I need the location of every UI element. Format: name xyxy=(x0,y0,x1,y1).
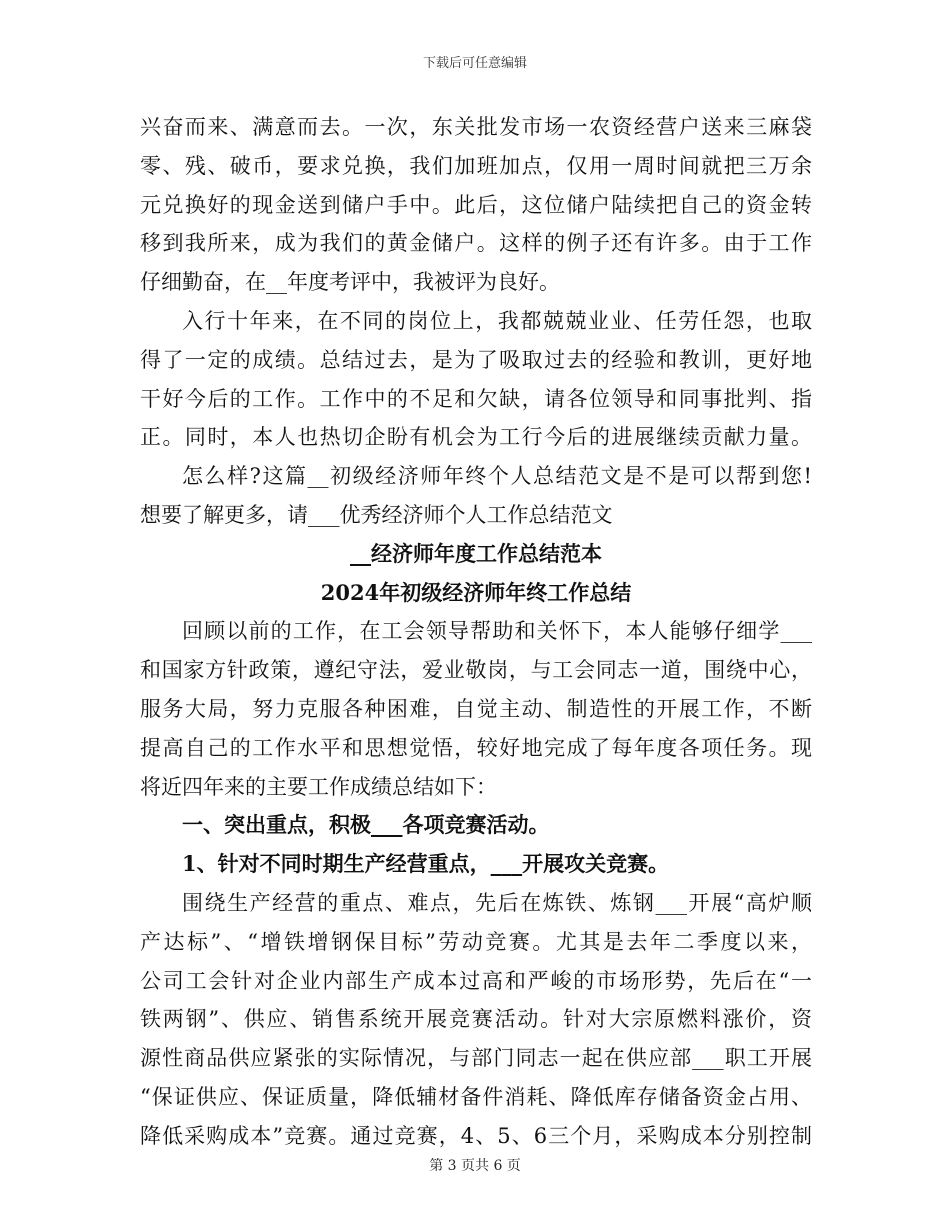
document-title: 2024年初级经济师年终工作总结 xyxy=(320,579,632,605)
document-body xyxy=(140,108,812,1156)
heading-level-2: 1、针对不同时期生产经营重点，___开展攻关竞赛。 xyxy=(182,851,670,877)
paragraph-first-line: 怎么样?这篇__初级经济师年终个人总结范文是不是可以帮到您! xyxy=(182,464,812,489)
page-number: 第 3 页共 6 页 xyxy=(429,1158,521,1174)
text-line: 降低采购成本”竞赛。通过竞赛，4、5、6三个月，采购成本分别控制 xyxy=(140,1123,812,1148)
heading-level-1: 一、突出重点，积极___各项竞赛活动。 xyxy=(182,812,550,838)
paragraph-first-line: 入行十年来，在不同的岗位上，我都兢兢业业、任劳任怨，也取 xyxy=(182,308,812,333)
text-line: 公司工会针对企业内部生产成本过高和严峻的市场形势，先后在“一 xyxy=(140,968,812,993)
text-line: 服务大局，努力克服各种困难，自觉主动、制造性的开展工作，不断 xyxy=(140,696,812,721)
section-title: __经济师年度工作总结范本 xyxy=(350,540,602,566)
text-line: 想要了解更多，请___优秀经济师个人工作总结范文 xyxy=(140,502,613,527)
text-line: 元兑换好的现金送到储户手中。此后，这位储户陆续把自己的资金转 xyxy=(140,192,812,217)
text-line: 得了一定的成绩。总结过去，是为了吸取过去的经验和教训，更好地 xyxy=(140,347,812,372)
text-line: 移到我所来，成为我们的黄金储户。这样的例子还有许多。由于工作 xyxy=(140,231,812,256)
text-line: 正。同时，本人也热切企盼有机会为工行今后的进展继续贡献力量。 xyxy=(140,425,812,450)
paragraph-first-line: 围绕生产经营的重点、难点，先后在炼铁、炼钢___开展“高炉顺 xyxy=(182,890,812,915)
text-line: 源性商品供应紧张的实际情况，与部门同志一起在供应部___职工开展 xyxy=(140,1046,812,1071)
text-line: 零、残、破币，要求兑换，我们加班加点，仅用一周时间就把三万余 xyxy=(140,153,812,178)
page-header: 下载后可任意编辑 xyxy=(422,56,527,71)
paragraph-first-line: 回顾以前的工作，在工会领导帮助和关怀下，本人能够仔细学___ xyxy=(182,619,812,644)
text-line: 将近四年来的主要工作成绩总结如下： xyxy=(140,774,497,799)
text-line: 铁两钢”、供应、销售系统开展竞赛活动。针对大宗原燃料涨价，资 xyxy=(140,1007,812,1032)
text-line: 提高自己的工作水平和思想觉悟，较好地完成了每年度各项任务。现 xyxy=(140,735,812,760)
text-line: 仔细勤奋，在__年度考评中，我被评为良好。 xyxy=(140,270,560,295)
text-line: 兴奋而来、满意而去。一次，东关批发市场一农资经营户送来三麻袋 xyxy=(140,115,812,139)
text-line: 产达标”、“增铁增钢保目标”劳动竞赛。尤其是去年二季度以来， xyxy=(140,929,812,954)
text-line: “保证供应、保证质量，降低辅材备件消耗、降低库存储备资金占用、 xyxy=(140,1084,812,1109)
text-line: 干好今后的工作。工作中的不足和欠缺，请各位领导和同事批判、指 xyxy=(140,386,812,411)
text-line: 和国家方针政策，遵纪守法，爱业敬岗，与工会同志一道，围绕中心， xyxy=(140,658,812,683)
